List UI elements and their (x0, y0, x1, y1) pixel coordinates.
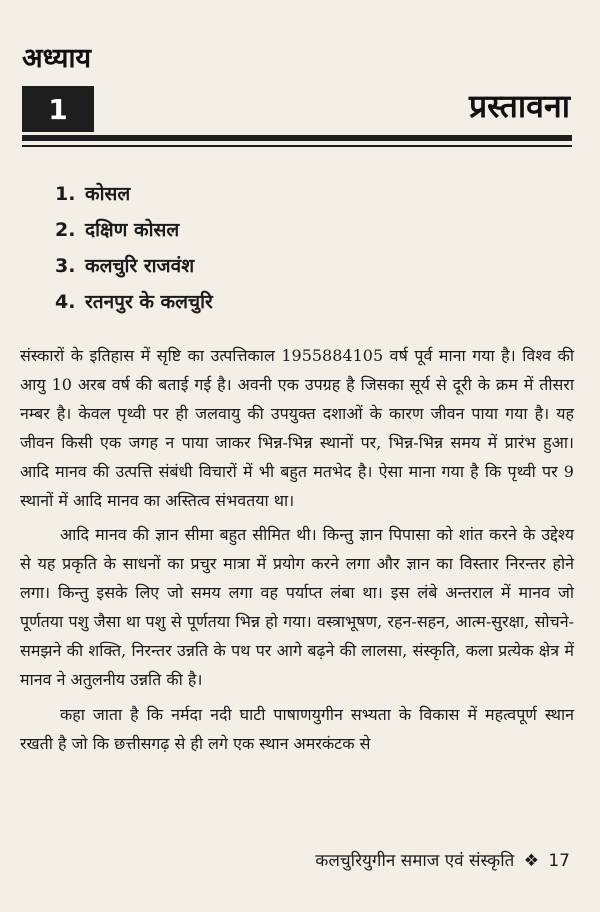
topic-item (55, 284, 213, 320)
topic-text: कलचुरि राजवंश (85, 255, 195, 277)
paragraph: कहा जाता है कि नर्मदा नदी घाटी पाषाणयुगीन सभ्यता के विकास में महत्वपूर्ण स्थान रखती है जो कि छत्तीसगढ़ से ही लगे एक स्थान अमरकंटक से (20, 704, 574, 753)
paragraph: संस्कारों के इतिहास में सृष्टि का उत्पत्तिकाल 1955884105 वर्ष पूर्व माना गया है। विश्व की आयु 10 अरब वर्ष की बताई गई है। अवनी एक उपग्रह है जिसका सूर्य से दूरी के क्रम में तीसरा नम्बर है। केवल पृथ्वी पर ही जलवायु की उपयुक्त दशाओं के कारण जीवन पाया गया है। यह जीवन किसी एक जगह न पाया जाकर भिन्न-भिन्न स्थानों पर, भिन्न-भिन्न समय में प्रारंभ हुआ। आदि मानव की उत्पत्ति संबंधी विचारों में भी बहुत मतभेद है। ऐसा माना गया है कि पृथ्वी पर 9 स्थानों में आदि मानव का अस्तित्व संभवतया था। (20, 346, 574, 510)
topic-item (55, 176, 213, 212)
header-rule-thick (22, 135, 572, 141)
chapter-topics-list (55, 176, 213, 320)
topic-text: दक्षिण कोसल (85, 219, 180, 241)
topic-number: 3. (55, 255, 76, 277)
chapter-number-box (22, 86, 94, 132)
diamond-ornament-icon: ❖ (523, 851, 539, 871)
page-footer (315, 848, 570, 871)
chapter-label: अध्याय (22, 43, 92, 74)
topic-number: 4. (55, 291, 76, 313)
topic-text: रतनपुर के कलचुरि (85, 291, 213, 313)
body-text (20, 342, 574, 765)
footer-book-title: कलचुरियुगीन समाज एवं संस्कृति (315, 851, 515, 871)
topic-item (55, 212, 213, 248)
paragraph: आदि मानव की ज्ञान सीमा बहुत सीमित थी। किन्तु ज्ञान पिपासा को शांत करने के उद्देश्य से यह प्रकृति के साधनों का प्रचुर मात्रा में प्रयोग करने लगा और ज्ञान का विस्तार निरन्तर होने लगा। किन्तु इसके लिए जो समय लगा वह पर्याप्त लंबा था। इस लंबे अन्तराल में मानव जो पूर्णतया पशु जैसा था पशु से पूर्णतया भिन्न हो गया। वस्त्राभूषण, रहन-सहन, आत्म-सुरक्षा, सोचने-समझने की शक्ति, निरन्तर उन्नति के पथ पर आगे बढ़ने की लालसा, संस्कृति, कला प्रत्येक क्षेत्र में मानव ने अतुलनीय उन्नति की है। (20, 525, 574, 689)
page-number: 17 (548, 851, 570, 871)
topic-number: 1. (55, 183, 76, 205)
chapter-number: 1 (48, 92, 68, 126)
topic-item (55, 248, 213, 284)
header-rule-thin (22, 145, 572, 147)
topic-number: 2. (55, 219, 76, 241)
topic-text: कोसल (85, 183, 131, 205)
chapter-title: प्रस्तावना (468, 87, 570, 125)
